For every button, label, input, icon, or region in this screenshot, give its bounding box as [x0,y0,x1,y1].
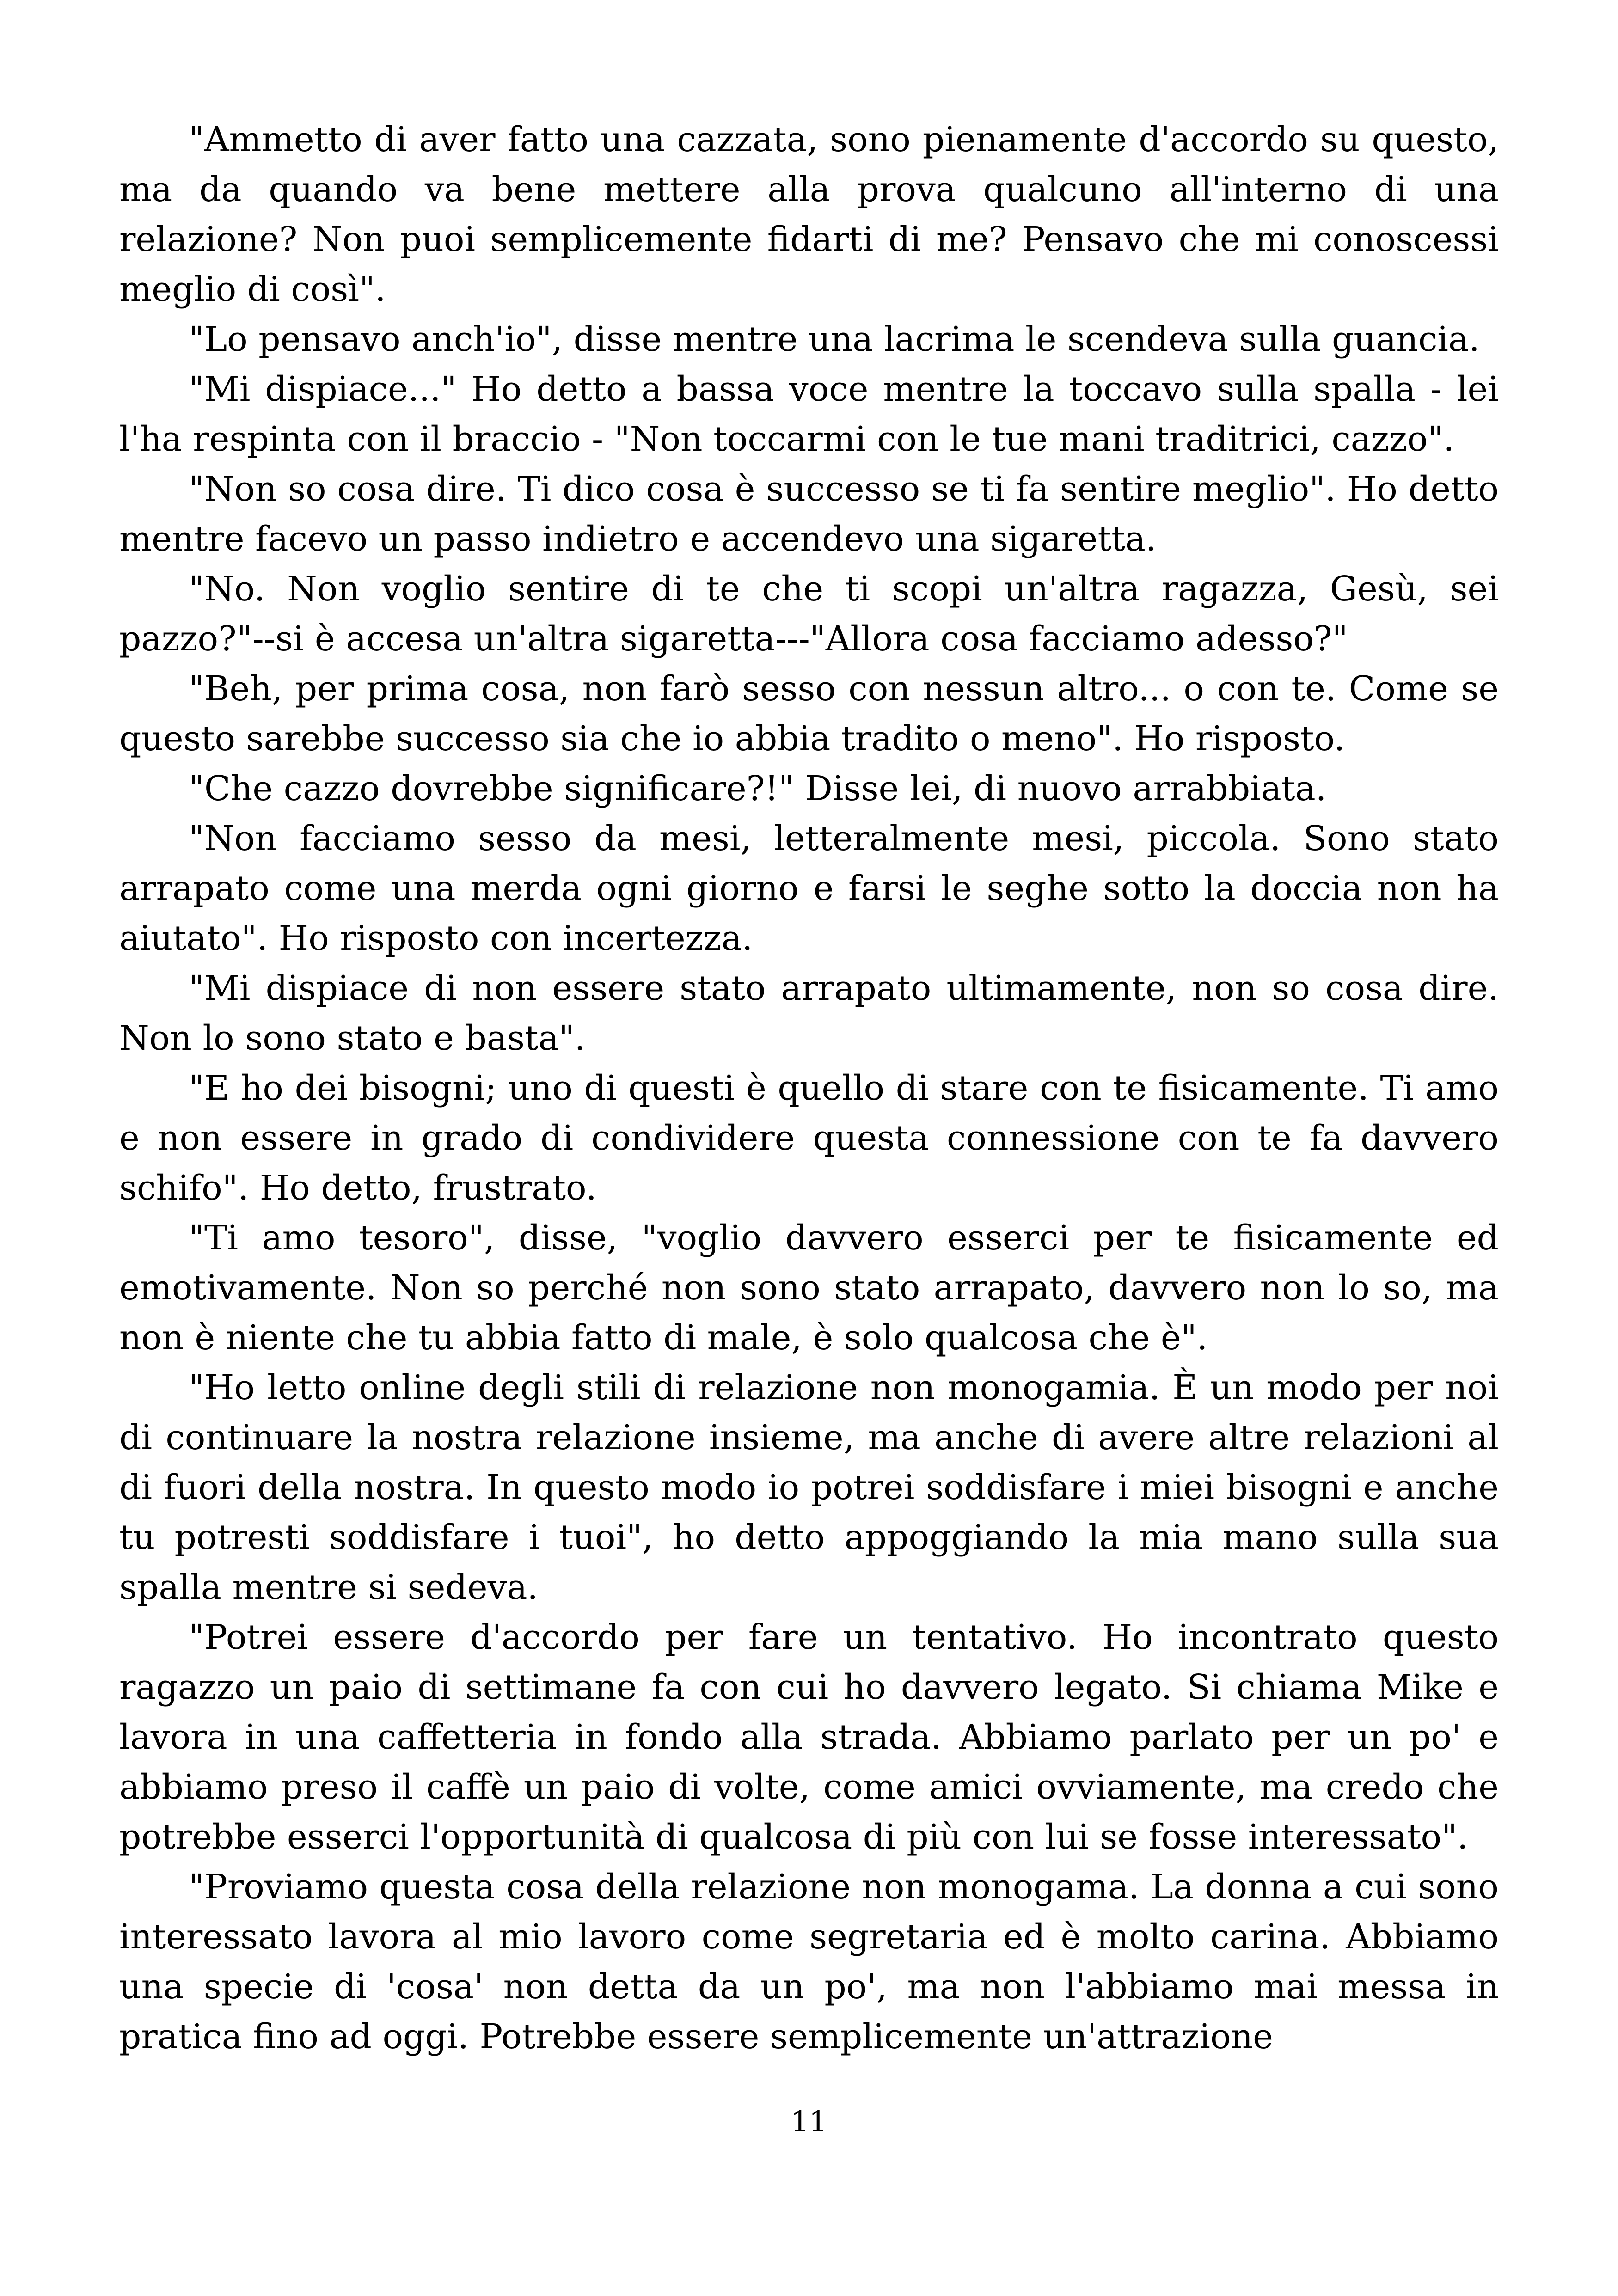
paragraph-5: "No. Non voglio sentire di te che ti scopi un'altra ragazza, Gesù, sei pazzo?"--si è accesa un'altra sigaretta---"Allora cosa facciamo adesso?" [119,569,1499,659]
paragraph-7: "Che cazzo dovrebbe significare?!" Disse lei, di nuovo arrabbiata. [189,769,1327,808]
paragraph-11: "Ti amo tesoro", disse, "voglio davvero esserci per te fisicamente ed emotivamente. Non so perché non sono stato arrapato, davvero non lo so, ma non è niente che tu abbia fatto di male, è solo qualcosa che è". [119,1218,1499,1358]
body-text [119,115,1499,2062]
paragraph-9: "Mi dispiace di non essere stato arrapato ultimamente, non so cosa dire. Non lo sono stato e basta". [119,968,1499,1058]
document-page [119,0,1499,2296]
page-number: 11 [791,2105,827,2138]
paragraph-6: "Beh, per prima cosa, non farò sesso con nessun altro... o con te. Come se questo sarebbe successo sia che io abbia tradito o meno". Ho risposto. [119,669,1499,759]
paragraph-10: "E ho dei bisogni; uno di questi è quello di stare con te fisicamente. Ti amo e non essere in grado di condividere questa connessione con te fa davvero schifo". Ho detto, frustrato. [119,1068,1499,1208]
paragraph-8: "Non facciamo sesso da mesi, letteralmente mesi, piccola. Sono stato arrapato come una merda ogni giorno e farsi le seghe sotto la doccia non ha aiutato". Ho risposto con incertezza. [119,819,1499,958]
paragraph-1: "Ammetto di aver fatto una cazzata, sono pienamente d'accordo su questo, ma da quando va bene mettere alla prova qualcuno all'interno di una relazione? Non puoi semplicemente fidarti di me? Pensavo che mi conoscessi meglio di così". [119,120,1499,309]
paragraph-4: "Non so cosa dire. Ti dico cosa è successo se ti fa sentire meglio". Ho detto mentre facevo un passo indietro e accendevo una sigaretta. [119,469,1499,559]
paragraph-2: "Lo pensavo anch'io", disse mentre una lacrima le scendeva sulla guancia. [189,319,1480,359]
paragraph-13: "Potrei essere d'accordo per fare un tentativo. Ho incontrato questo ragazzo un paio di settimane fa con cui ho davvero legato. Si chiama Mike e lavora in una caffetteria in fondo alla strada. Abbiamo parlato per un po' e abbiamo preso il caffè un paio di volte, come amici ovviamente, ma credo che potrebbe esserci l'opportunità di qualcosa di più con lui se fosse interessato". [119,1617,1499,1857]
paragraph-12: "Ho letto online degli stili di relazione non monogamia. È un modo per noi di continuare la nostra relazione insieme, ma anche di avere altre relazioni al di fuori della nostra. In questo modo io potrei soddisfare i miei bisogni e anche tu potresti soddisfare i tuoi", ho detto appoggiando la mia mano sulla sua spalla mentre si sedeva. [119,1368,1499,1607]
paragraph-14: "Proviamo questa cosa della relazione non monogama. La donna a cui sono interessato lavora al mio lavoro come segretaria ed è molto carina. Abbiamo una specie di 'cosa' non detta da un po', ma non l'abbiamo mai messa in pratica fino ad oggi. Potrebbe essere semplicemente un'attrazione [119,1867,1499,2057]
paragraph-3: "Mi dispiace..." Ho detto a bassa voce mentre la toccavo sulla spalla - lei l'ha respinta con il braccio - "Non toccarmi con le tue mani traditrici, cazzo". [119,369,1499,459]
